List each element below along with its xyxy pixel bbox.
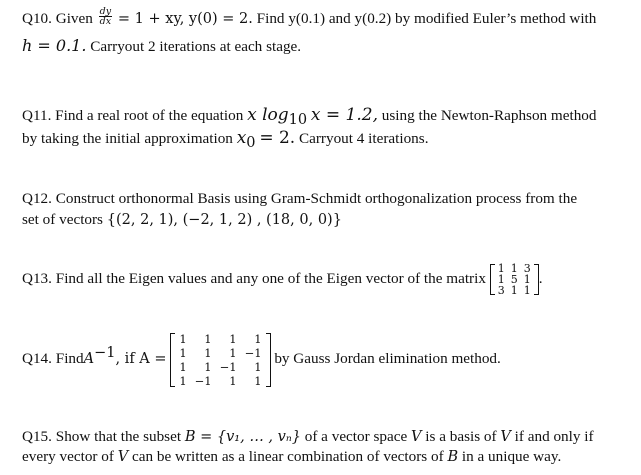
matrix-cell: 1 — [254, 373, 262, 388]
vector-space-var: V — [117, 449, 129, 465]
question-15-line-1 — [22, 426, 594, 448]
matrix-cell: 1 — [204, 345, 212, 360]
q10-label: Q10. Given — [22, 10, 93, 27]
q12-line1-text: Q12. Construct orthonormal Basis using Gram-Schmidt orthogonalization process from the — [22, 190, 578, 207]
matrix-cell: 1 — [510, 284, 518, 298]
equation-lhs: x log — [247, 105, 289, 125]
matrix-cell: 1 — [497, 273, 505, 287]
q15-line2-text-c: in a unique way. — [461, 448, 562, 465]
matrix-cell: 1 — [254, 331, 262, 346]
step-size: h = 0.1. — [22, 36, 87, 55]
differential-equation: = 1 + xy, y(0) = 2. — [117, 11, 253, 27]
q13-period: . — [538, 270, 543, 287]
initial-value: = 2. — [259, 128, 296, 148]
matrix-cell: 1 — [204, 359, 212, 374]
matrix-cell: 1 — [179, 359, 187, 374]
subset-var: B — [447, 449, 459, 465]
question-12-line-2 — [22, 209, 342, 231]
matrix-cell: 1 — [179, 373, 187, 388]
q13-text: Q13. Find all the Eigen values and any one of the Eigen vector of the matrix — [22, 270, 486, 287]
matrix-4x4 — [170, 332, 270, 388]
q10-line2-text: Carryout 2 iterations at each stage. — [90, 38, 302, 55]
matrix-var: A — [83, 351, 95, 368]
matrix-cell: 1 — [179, 331, 187, 346]
matrix-cell: 1 — [523, 273, 531, 287]
matrix-cell: 1 — [229, 331, 237, 346]
vector-space-var: V — [411, 429, 422, 445]
log-base: 10 — [288, 112, 308, 129]
initial-var-subscript: 0 — [246, 135, 256, 152]
q10-line1-text: Find y(0.1) and y(0.2) by modified Euler’s method with — [256, 10, 597, 27]
matrix-cell: 1 — [229, 373, 237, 388]
q11-line1-text-a: Q11. Find a real root of the equation — [22, 107, 244, 124]
matrix-cell: 1 — [497, 262, 505, 276]
matrix-cell: 1 — [254, 359, 262, 374]
equation-rhs: x = 1.2, — [310, 105, 378, 125]
matrix-cell: −1 — [219, 359, 237, 374]
question-15-line-2 — [22, 446, 561, 468]
matrix-cell: 3 — [523, 262, 531, 276]
question-13 — [22, 261, 543, 297]
inverse-superscript: −1 — [94, 345, 116, 361]
question-11-line-2 — [22, 127, 429, 154]
fraction-denominator: dx — [99, 16, 112, 28]
matrix-cell: 5 — [510, 273, 518, 287]
derivative-fraction — [99, 7, 112, 26]
q15-line1-text-a: Q15. Show that the subset — [22, 428, 182, 445]
question-14 — [22, 318, 501, 394]
q15-line2-text-b: can be written as a linear combination of vectors of — [132, 448, 444, 465]
q14-rest: by Gauss Jordan elimination method. — [274, 350, 501, 368]
vector-set: {(2, 2, 1), (−2, 1, 2) , (18, 0, 0)} — [106, 212, 342, 228]
q11-line1-text-b: using the Newton-Raphson method — [381, 107, 597, 124]
matrix-cell: −1 — [244, 345, 262, 360]
matrix-cell: 1 — [179, 345, 187, 360]
matrix-cell: 3 — [497, 284, 505, 298]
initial-var: x — [236, 128, 247, 148]
if-a-equals: , if A = — [115, 351, 167, 368]
matrix-cell: 1 — [204, 331, 212, 346]
matrix-cell: 1 — [510, 262, 518, 276]
question-12-line-1 — [22, 188, 577, 210]
q12-line2-text: set of vectors — [22, 211, 103, 228]
matrix-cell: −1 — [194, 373, 212, 388]
vector-space-var: V — [500, 429, 511, 445]
q15-line2-text-a: every vector of — [22, 448, 114, 465]
q11-line2-text-a: by taking the initial approximation — [22, 130, 233, 147]
fraction-numerator: dy — [99, 6, 112, 18]
subset-def: B = {v₁, … , vₙ} — [184, 429, 301, 445]
q15-line1-text-c: is a basis of — [425, 428, 497, 445]
matrix-cell: 1 — [229, 345, 237, 360]
q15-line1-text-b: of a vector space — [304, 428, 408, 445]
question-10-line-1 — [22, 8, 596, 30]
matrix-cell: 1 — [523, 284, 531, 298]
matrix-3x3 — [490, 263, 539, 296]
q15-line1-text-d: if and only if — [514, 428, 594, 445]
q11-line2-text-b: Carryout 4 iterations. — [299, 130, 429, 147]
question-10-line-2 — [22, 35, 301, 58]
q14-label: Q14. Find — [22, 350, 84, 368]
